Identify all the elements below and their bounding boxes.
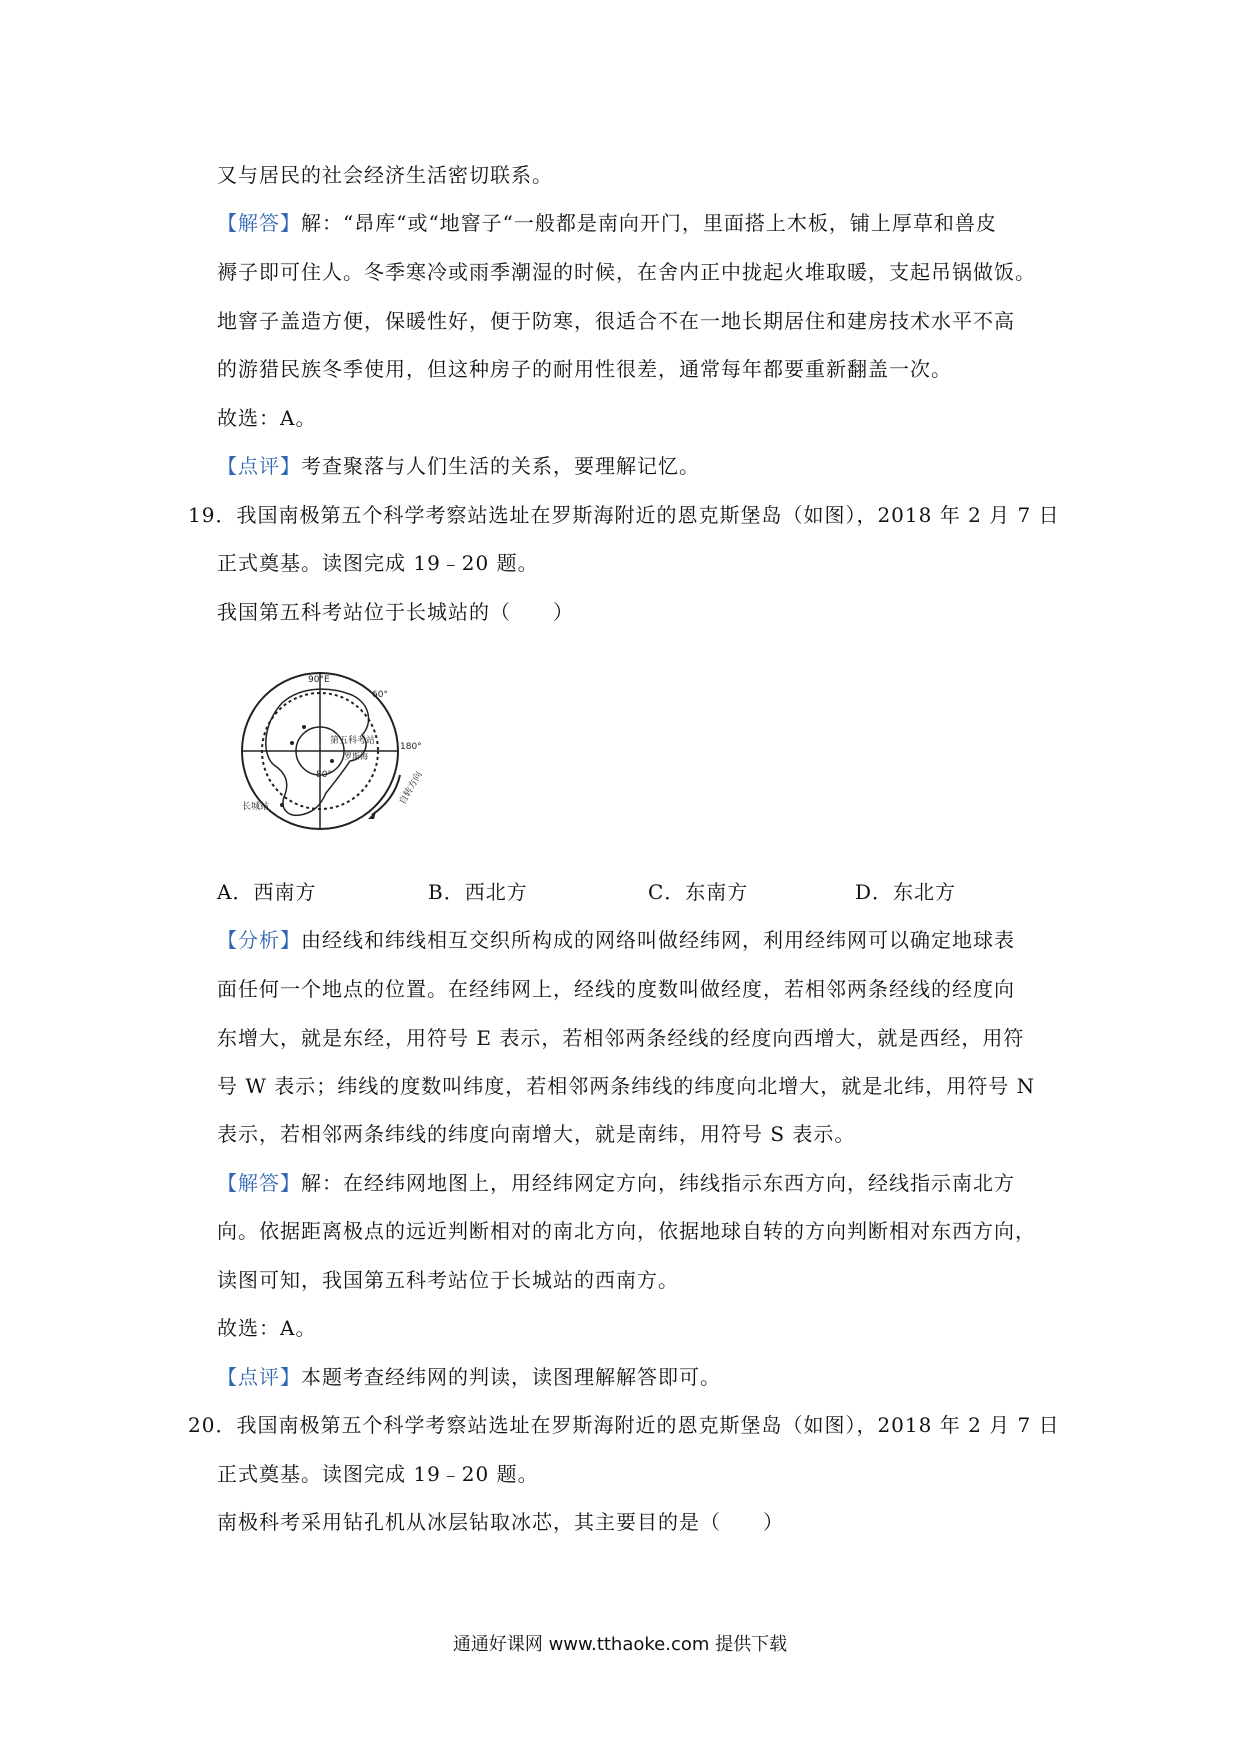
q19-analysis-line: 面任何一个地点的位置。在经纬网上，经线的度数叫做经度，若相邻两条经线的经度向 [217, 977, 1015, 1001]
station-dot [280, 803, 284, 807]
label-80: 80° [316, 770, 332, 780]
station-dot [330, 759, 334, 763]
q19-comment-line [217, 1362, 721, 1392]
option-d: D．东北方 [855, 880, 957, 904]
q19-analysis-line: 表示，若相邻两条纬线的纬度向南增大，就是南纬，用符号 S 表示。 [217, 1122, 856, 1146]
comment-text: 考查聚落与人们生活的关系，要理解记忆。 [301, 454, 700, 478]
rotation-arrow [372, 775, 400, 815]
comment-tag: 【点评】 [217, 1365, 301, 1389]
question-stem: 我国南极第五个科学考察站选址在罗斯海附近的恩克斯堡岛（如图），2018 年 2 月 7 日 [236, 503, 1060, 527]
label-ross-sea: 罗斯海 [344, 752, 368, 761]
option-b: B．西北方 [428, 880, 528, 904]
prev-text-line: 又与居民的社会经济生活密切联系。 [217, 163, 553, 187]
question-number: 19． [188, 503, 237, 527]
prev-answer-line [217, 208, 997, 238]
q19-stem-line: 正式奠基。读图完成 19﹣20 题。 [217, 551, 539, 575]
label-station5: 第五科考站 [330, 736, 376, 746]
prev-comment-line [217, 451, 700, 481]
label-60: 60° [372, 690, 388, 700]
label-changcheng: 长城站 [242, 802, 270, 812]
q19-answer-line: 读图可知，我国第五科考站位于长城站的西南方。 [217, 1268, 679, 1292]
prev-answer-line: 褥子即可住人。冬季寒冷或雨季潮湿的时候，在舍内正中拢起火堆取暖，支起吊锅做饭。 [217, 260, 1036, 284]
q19-answer-line [217, 1168, 1015, 1198]
prev-answer-line: 地窨子盖造方便，保暖性好，便于防寒，很适合不在一地长期居住和建房技术水平不高 [217, 309, 1015, 333]
q19-answer-line: 向。依据距离极点的远近判断相对的南北方向，依据地球自转的方向判断相对东西方向， [217, 1219, 1036, 1243]
analysis-tag: 【分析】 [217, 928, 301, 952]
q20-stem-line [188, 1410, 1060, 1440]
question-stem: 我国南极第五个科学考察站选址在罗斯海附近的恩克斯堡岛（如图），2018 年 2 月 7 日 [236, 1413, 1060, 1437]
antarctic-map-figure [222, 665, 452, 835]
q19-analysis-line [217, 925, 1015, 955]
comment-text: 本题考查经纬网的判读，读图理解解答即可。 [301, 1365, 721, 1389]
station-dot [290, 741, 294, 745]
label-rotation: 自转方向 [397, 770, 425, 807]
question-number: 20． [188, 1413, 237, 1437]
comment-tag: 【点评】 [217, 454, 301, 478]
analysis-text: 由经线和纬线相互交织所构成的网络叫做经纬网，利用经纬网可以确定地球表 [301, 928, 1015, 952]
answer-text: 解：在经纬网地图上，用经纬网定方向，纬线指示东西方向，经线指示南北方 [301, 1171, 1015, 1195]
option-c: C．东南方 [648, 880, 749, 904]
prev-choice: 故选：A。 [217, 406, 317, 430]
page-footer: 通通好课网 www.tthaoke.com 提供下载 [452, 1634, 788, 1655]
label-90e: 90°E [308, 675, 330, 685]
answer-tag: 【解答】 [217, 211, 301, 235]
q19-stem-line [188, 500, 1060, 530]
label-180: 180° [400, 742, 422, 752]
prev-answer-line: 的游猎民族冬季使用，但这种房子的耐用性很差，通常每年都要重新翻盖一次。 [217, 357, 952, 381]
option-a: A．西南方 [217, 880, 317, 904]
q20-stem-line: 正式奠基。读图完成 19﹣20 题。 [217, 1462, 539, 1486]
answer-text: 解：“昂库“或“地窨子“一般都是南向开门，里面搭上木板，铺上厚草和兽皮 [301, 211, 997, 235]
q19-question: 我国第五科考站位于长城站的（ ） [217, 600, 574, 624]
q20-question: 南极科考采用钻孔机从冰层钻取冰芯，其主要目的是（ ） [217, 1510, 784, 1534]
answer-tag: 【解答】 [217, 1171, 301, 1195]
q19-analysis-line: 东增大，就是东经，用符号 E 表示，若相邻两条经线的经度向西增大，就是西经，用符 [217, 1026, 1025, 1050]
station-dot [302, 725, 306, 729]
q19-choice: 故选：A。 [217, 1316, 317, 1340]
q19-analysis-line: 号 W 表示；纬线的度数叫纬度，若相邻两条纬线的纬度向北增大，就是北纬，用符号 N [217, 1074, 1036, 1098]
